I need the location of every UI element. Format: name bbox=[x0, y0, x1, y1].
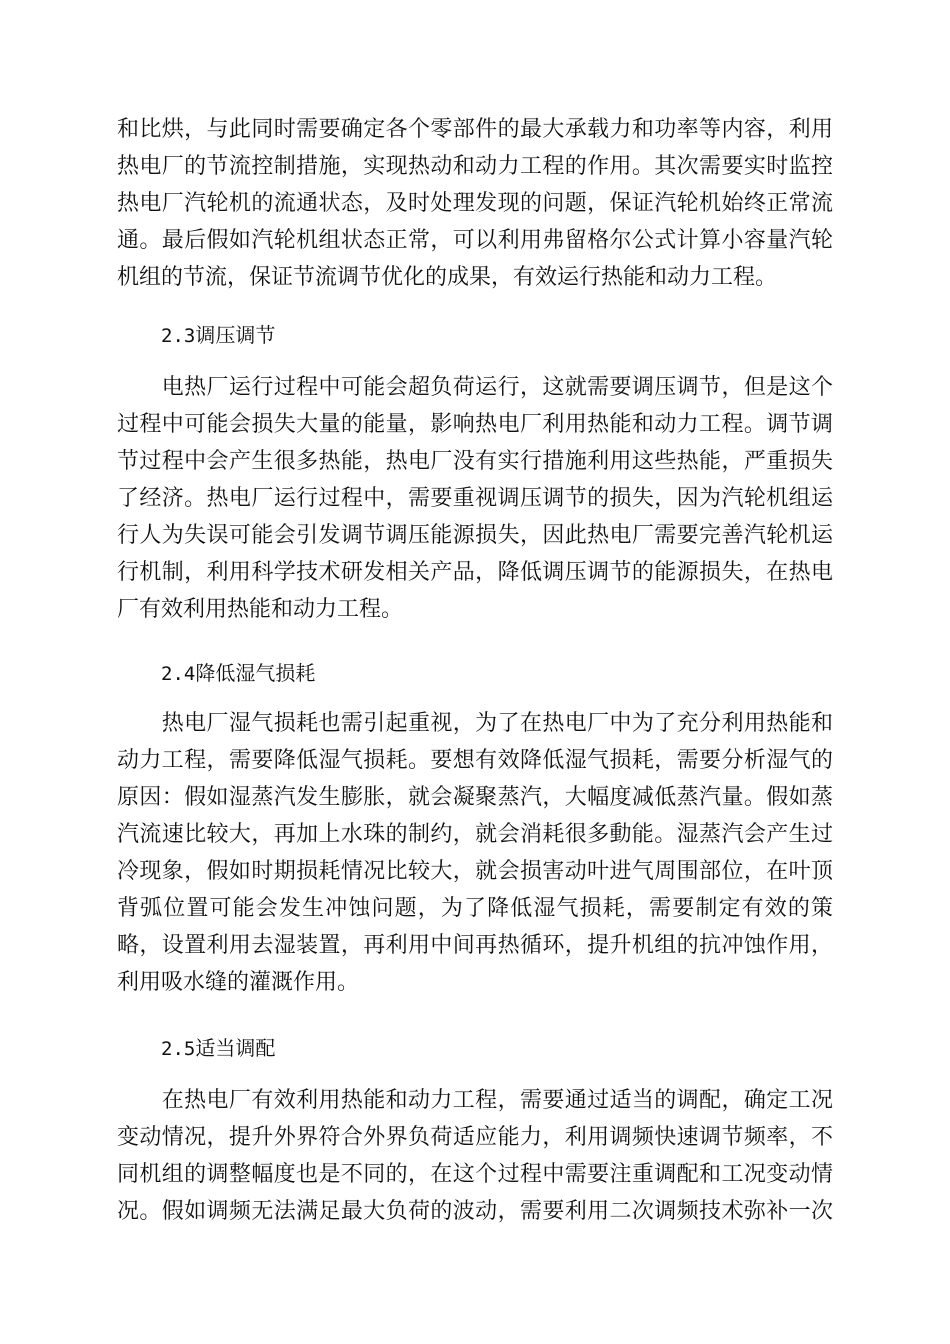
paragraph-line: 变动情况，提升外界符合外界负荷适应能力，利用调频快速调节频率，不 bbox=[117, 1125, 833, 1150]
section-title: 适当调配 bbox=[195, 1036, 276, 1060]
paragraph-line: 况。假如调频无法满足最大负荷的波动，需要利用二次调频技术弥补一次 bbox=[117, 1199, 833, 1224]
paragraph-line: 汽流速比较大，再加上水珠的制约，就会消耗很多動能。湿蒸汽会产生过 bbox=[117, 822, 833, 847]
section-heading-2-3 bbox=[161, 322, 275, 349]
paragraph-line: 背弧位置可能会发生冲蚀问题，为了降低湿气损耗，需要制定有效的策 bbox=[117, 896, 833, 921]
section-title: 降低湿气损耗 bbox=[195, 661, 316, 685]
paragraph-line: 热电厂汽轮机的流通状态，及时处理发现的问题，保证汽轮机始终正常流 bbox=[117, 191, 833, 216]
paragraph-line: 动力工程，需要降低湿气损耗。要想有效降低湿气损耗，需要分析湿气的 bbox=[117, 748, 833, 773]
section-number: 2.4 bbox=[161, 663, 196, 685]
paragraph-line: 在热电厂有效利用热能和动力工程，需要通过适当的调配，确定工况 bbox=[117, 1088, 833, 1113]
paragraph-line: 行机制，利用科学技术研发相关产品，降低调压调节的能源损失，在热电 bbox=[117, 560, 833, 585]
paragraph-line: 热电厂湿气损耗也需引起重视，为了在热电厂中为了充分利用热能和 bbox=[117, 711, 833, 736]
paragraph-line: 过程中可能会损失大量的能量，影响热电厂利用热能和动力工程。调节调 bbox=[117, 412, 833, 437]
paragraph-line: 电热厂运行过程中可能会超负荷运行，这就需要调压调节，但是这个 bbox=[117, 375, 833, 400]
section-number: 2.5 bbox=[161, 1038, 196, 1060]
paragraph-line: 同机组的调整幅度也是不同的，在这个过程中需要注重调配和工况变动情 bbox=[117, 1162, 833, 1187]
paragraph-line: 和比烘，与此同时需要确定各个零部件的最大承载力和功率等内容，利用 bbox=[117, 117, 833, 142]
paragraph-line: 厂有效利用热能和动力工程。 bbox=[117, 597, 404, 622]
section-heading-2-4 bbox=[161, 660, 315, 687]
paragraph-line: 略，设置利用去湿装置，再利用中间再热循环，提升机组的抗冲蚀作用， bbox=[117, 933, 833, 958]
paragraph-line: 行人为失误可能会引发调节调压能源损失，因此热电厂需要完善汽轮机运 bbox=[117, 523, 833, 548]
paragraph-line: 利用吸水缝的灌溉作用。 bbox=[117, 970, 360, 995]
paragraph-line: 原因：假如湿蒸汽发生膨胀，就会凝聚蒸汽，大幅度减低蒸汽量。假如蒸 bbox=[117, 785, 833, 810]
paragraph-line: 冷现象，假如时期损耗情况比较大，就会损害动叶进气周围部位，在叶顶 bbox=[117, 859, 833, 884]
paragraph-line: 机组的节流，保证节流调节优化的成果，有效运行热能和动力工程。 bbox=[117, 265, 778, 290]
section-heading-2-5 bbox=[161, 1035, 275, 1062]
paragraph-line: 了经济。热电厂运行过程中，需要重视调压调节的损失，因为汽轮机组运 bbox=[117, 486, 833, 511]
paragraph-line: 通。最后假如汽轮机组状态正常，可以利用弗留格尔公式计算小容量汽轮 bbox=[117, 228, 833, 253]
paragraph-line: 节过程中会产生很多热能，热电厂没有实行措施利用这些热能，严重损失 bbox=[117, 449, 833, 474]
paragraph-line: 热电厂的节流控制措施，实现热动和动力工程的作用。其次需要实时监控 bbox=[117, 154, 833, 179]
section-title: 调压调节 bbox=[195, 323, 276, 347]
section-number: 2.3 bbox=[161, 325, 196, 347]
